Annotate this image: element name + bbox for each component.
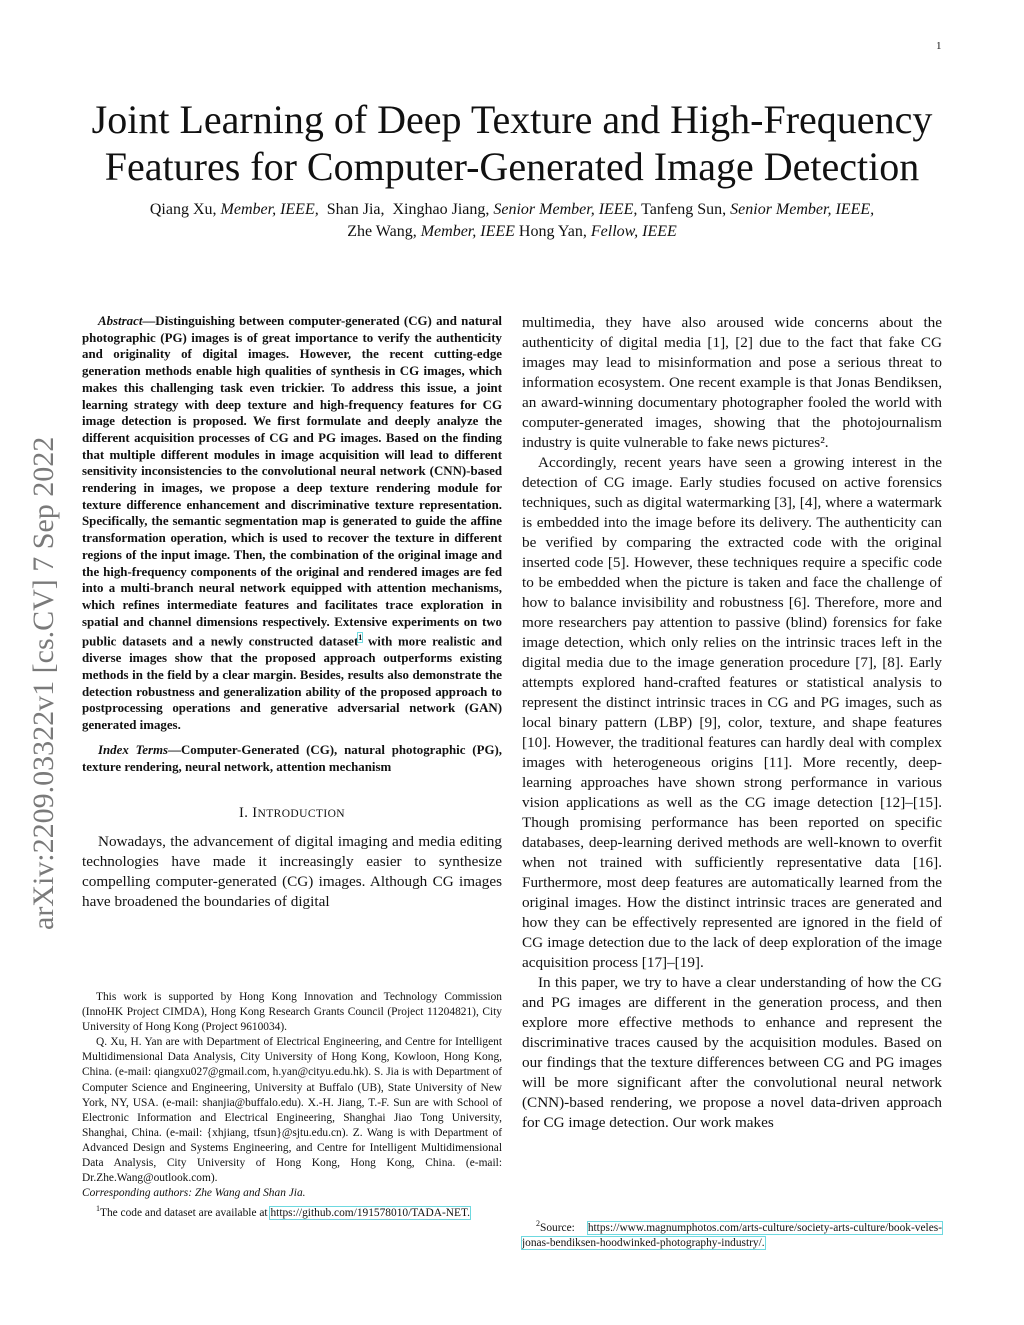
footnote-2-label: Source: bbox=[540, 1221, 588, 1234]
author-name: Zhe Wang, bbox=[347, 223, 417, 240]
title-line-1: Joint Learning of Deep Texture and High-Frequency bbox=[91, 97, 933, 142]
author-role: Member, IEEE, bbox=[220, 201, 319, 218]
code-repository-link[interactable]: https://github.com/191578010/TADA-NET. bbox=[270, 1207, 470, 1220]
abstract-text-continued: with more realistic and diverse images show that the proposed approach outperforms existing methods in the field by a clear margin. Besides, results also demonstrate the detection robustness and generalization ability of the proposed approach to postprocessing operations and generative adversarial network (GAN) generated images. bbox=[82, 634, 502, 733]
right-footnotes bbox=[522, 1216, 942, 1251]
paper-title bbox=[40, 96, 984, 190]
author-name: Tanfeng Sun, bbox=[641, 201, 727, 218]
section-numeral: I. I bbox=[239, 805, 258, 822]
author-role: Fellow, IEEE bbox=[590, 223, 677, 240]
corresponding-authors-note bbox=[82, 1186, 502, 1201]
index-terms-text: —Computer-Generated (CG), natural photographic (PG), texture rendering, neural network, attention mechanism bbox=[82, 742, 502, 774]
affiliation-footnote: Q. Xu, H. Yan are with Department of Electrical Engineering, and Centre for Intelligent Multidimensional Data Analysis, City University of Hong Kong, Kowloon, Hong Kong, China. (e-mail: qiangxu027@gmail.com, h.yan@cityu.edu.hk). S. Jia is with Department of Computer Science and Engineering, University at Buffalo (UB), State University of New York, NY, USA. (e-mail: shanjia@buffalo.edu). X.-H. Jiang, T.-F. Sun are with School of Electronic Information and Electrical Engineering, Shanghai Jiao Tong University, Shanghai, China. (e-mail: {xhjiang, tfsun}@sjtu.edu.cn). Z. Wang is with Department of Advanced Design and Systems Engineering, and Centre for Intelligent Multidimensional Data Analysis, City University of Hong Kong, Hong Kong, China. (e-mail: Dr.Zhe.Wang@outlook.com). bbox=[82, 1036, 502, 1185]
author-name: Hong Yan, bbox=[518, 223, 587, 240]
body-paragraph: In this paper, we try to have a clear understanding of how the CG and PG images are different in the generation process, and then explore more effective methods to enhance and represent the discriminative traces caused by the acquisition modules. Based on our findings that the texture differences between CG and PG images will be more significant after the convolutional neural network (CNN)-based rendering, we propose a novel data-driven approach for CG image detection. Our work makes bbox=[522, 974, 942, 1131]
funding-footnote: This work is supported by Hong Kong Innovation and Technology Commission (InnoHK Project CIMDA), Hong Kong Research Grants Council (Project 11204821), City University of Hong Kong (Project 9610034). bbox=[82, 991, 502, 1034]
left-footnotes bbox=[82, 990, 502, 1221]
page-number: 1 bbox=[936, 40, 942, 52]
index-terms-label: Index Terms bbox=[98, 742, 169, 757]
author-role: Senior Member, IEEE, bbox=[493, 201, 638, 218]
source-link[interactable]: https://www.magnumphotos.com/arts-culture/society-arts-culture/book-veles-jonas-bendiksen-hoodwinked-photography-industry/. bbox=[522, 1221, 942, 1249]
footnote-1 bbox=[82, 1201, 502, 1221]
section-heading-introduction bbox=[82, 805, 502, 822]
index-terms bbox=[82, 742, 502, 775]
right-column bbox=[522, 313, 942, 1133]
abstract-text: —Distinguishing between computer-generated (CG) and natural photographic (PG) images is of great importance to verify the authenticity and originality of digital images. However, the recent cutting-edge generation methods enable high qualities of synthesis in CG images, which makes this challenging task even trickier. To address this issue, a joint learning strategy with deep texture and high-frequency features for CG image detection is proposed. We first formulate and deeply analyze the different acquisition processes of CG and PG images. Based on the finding that multiple different modules in image acquisition will lead to different sensitivity inconsistencies to the convolutional neural network (CNN)-based rendering in images, we propose a deep texture rendering module for texture difference enhancement and discriminative texture representation. Specifically, the semantic segmentation map is generated to guide the affine transformation operation, which is used to recover the texture in different regions of the input image. Then, the combination of the original image and the high-frequency components of the original and rendered images are fed into a multi-branch neural network equipped with attention mechanisms, which refines intermediate features and facilitates trace exploration in spatial and channel dimensions respectively. Extensive experiments on two public datasets and a newly constructed dataset bbox=[82, 314, 502, 649]
footnote-1-text: The code and dataset are available at bbox=[100, 1207, 271, 1220]
footnote-2-number: 2 bbox=[536, 1219, 540, 1228]
footnote-2 bbox=[522, 1216, 942, 1251]
author-name: Shan Jia, bbox=[326, 201, 385, 218]
abstract bbox=[82, 313, 502, 734]
corresponding-authors-text: Corresponding authors: Zhe Wang and Shan Jia. bbox=[82, 1187, 306, 1200]
body-paragraph: multimedia, they have also aroused wide concerns about the authenticity of digital media [1], [2] due to the fact that fake CG images may lead to misinformation and pose a serious threat to information ecosystem. One recent example is that Jonas Bendiksen, an award-winning documentary photographer fooled the world with computer-generated images, showing that the photojournalism industry is quite vulnerable to fake news pictures². bbox=[522, 314, 942, 451]
arxiv-identifier: arXiv:2209.03322v1 [cs.CV] 7 Sep 2022 bbox=[27, 436, 60, 930]
section-title: NTRODUCTION bbox=[257, 808, 345, 821]
author-role: Member, IEEE bbox=[420, 223, 515, 240]
left-column bbox=[82, 313, 502, 912]
abstract-label: Abstract bbox=[98, 314, 143, 328]
footnote-1-number: 1 bbox=[96, 1204, 100, 1214]
author-role: Senior Member, IEEE, bbox=[730, 201, 875, 218]
footnote-1-marker[interactable]: 1 bbox=[358, 633, 363, 643]
author-list bbox=[40, 199, 984, 243]
author-name: Qiang Xu, bbox=[149, 201, 217, 218]
body-paragraph: Accordingly, recent years have seen a growing interest in the detection of CG image. Early studies focused on active forensics techniques, such as digital watermarking [3], [4], where a watermark is embedded into the image before its delivery. The authenticity can be verified by comparing the extracted code with the original inserted code [5]. However, these techniques require a specific code to be embedded when the picture is taken and face the challenge of how to balance invisibility and robustness [6]. Therefore, more and more researchers pay attention to passive (blind) forensics for fake image detection, which only relies on the intrinsic traces left in the digital media due to the image generation procedure [7], [8]. Early attempts explored hand-crafted features or statistical analysis to represent the distinct intrinsic traces in CG and PG images, such as local binary pattern (LBP) [9], color, texture, and shape features [10]. However, the traditional features can hardly deal with complex images with heterogeneous origins [11]. More recently, deep-learning approaches have shown strong performance in various vision applications as well as the CG image detection [12]–[15]. Though promising performance has been reported on specific databases, deep-learning derived methods are well-known to overfit when not trained with sufficiently representative data [16]. Furthermore, most deep features are automatically learned from the original images. How the distinct intrinsic traces are generated and how they can be effectively represented are ignored in the field of CG image detection due to the lack of deep exploration of the image acquisition process [17]–[19]. bbox=[522, 454, 942, 971]
title-line-2: Features for Computer-Generated Image Detection bbox=[104, 144, 920, 189]
author-name: Xinghao Jiang, bbox=[392, 201, 490, 218]
intro-paragraph: Nowadays, the advancement of digital imaging and media editing technologies have made it increasingly easier to synthesize compelling computer-generated (CG) images. Although CG images have broadened the boundaries of digital bbox=[82, 833, 502, 911]
